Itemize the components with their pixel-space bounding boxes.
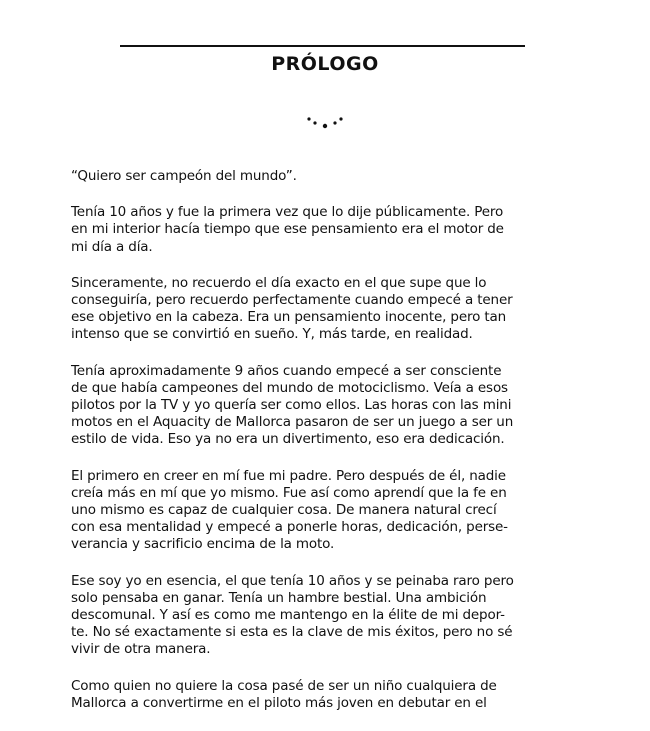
body-paragraph xyxy=(71,468,587,554)
paragraph-line: creía más en mí que yo mismo. Fue así como aprendí que la fe en xyxy=(71,484,507,501)
paragraph-line: Como quien no quiere la cosa pasé de ser un niño cualquiera de xyxy=(71,677,497,694)
body-paragraph xyxy=(71,204,587,256)
paragraph-line: estilo de vida. Eso ya no era un divertimento, eso era dedicación. xyxy=(71,431,505,448)
paragraph-line: mi día a día. xyxy=(71,238,153,255)
paragraph-line: solo pensaba en ganar. Tenía un hambre bestial. Una ambición xyxy=(71,589,487,606)
page-title: PRÓLOGO xyxy=(271,53,379,75)
paragraph-line: Sinceramente, no recuerdo el día exacto en el que supe que lo xyxy=(71,274,487,291)
paragraph-line: Mallorca a convertirme en el piloto más joven en debutar en el xyxy=(71,694,487,711)
paragraph-line: intenso que se convirtió en sueño. Y, más tarde, en realidad. xyxy=(71,326,473,343)
paragraph-line: de que había campeones del mundo de motociclismo. Veía a esos xyxy=(71,379,508,396)
paragraph-line: motos en el Aquacity de Mallorca pasaron de ser un juego a ser un xyxy=(71,414,514,431)
paragraph-line: verancia y sacrificio encima de la moto. xyxy=(71,536,335,553)
paragraph-line: Ese soy yo en esencia, el que tenía 10 años y se peinaba raro pero xyxy=(71,572,514,589)
paragraph-line: uno mismo es capaz de cualquier cosa. De manera natural crecí xyxy=(71,502,497,519)
opening-quote-paragraph xyxy=(71,168,587,185)
paragraph-line: conseguiría, pero recuerdo perfectamente cuando empecé a tener xyxy=(71,292,513,309)
paragraph-line: descomunal. Y así es como me mantengo en la élite de mi depor- xyxy=(71,607,505,624)
paragraph-line: ese objetivo en la cabeza. Era un pensamiento inocente, pero tan xyxy=(71,309,507,326)
paragraph-line: con esa mentalidad y empecé a ponerle horas, dedicación, perse- xyxy=(71,519,508,536)
paragraph-line: El primero en creer en mí fue mi padre. Pero después de él, nadie xyxy=(71,467,506,484)
body-paragraph xyxy=(71,678,587,712)
prologue-body xyxy=(71,168,587,731)
paragraph-line: pilotos por la TV y yo quería ser como ellos. Las horas con las mini xyxy=(71,397,512,414)
top-rule-divider xyxy=(120,45,525,47)
paragraph-line: vivir de otra manera. xyxy=(71,641,211,658)
paragraph-line: en mi interior hacía tiempo que ese pensamiento era el motor de xyxy=(71,221,504,238)
body-paragraph xyxy=(71,363,587,449)
body-paragraph xyxy=(71,573,587,659)
paragraph-line: Tenía aproximadamente 9 años cuando empecé a ser consciente xyxy=(71,362,502,379)
three-dots-ornament-icon xyxy=(300,112,350,132)
paragraph-line: “Quiero ser campeón del mundo”. xyxy=(71,168,297,184)
body-paragraph xyxy=(71,275,587,344)
paragraph-line: Tenía 10 años y fue la primera vez que lo dije públicamente. Pero xyxy=(71,204,504,221)
paragraph-line: te. No sé exactamente si esta es la clave de mis éxitos, pero no sé xyxy=(71,624,513,641)
